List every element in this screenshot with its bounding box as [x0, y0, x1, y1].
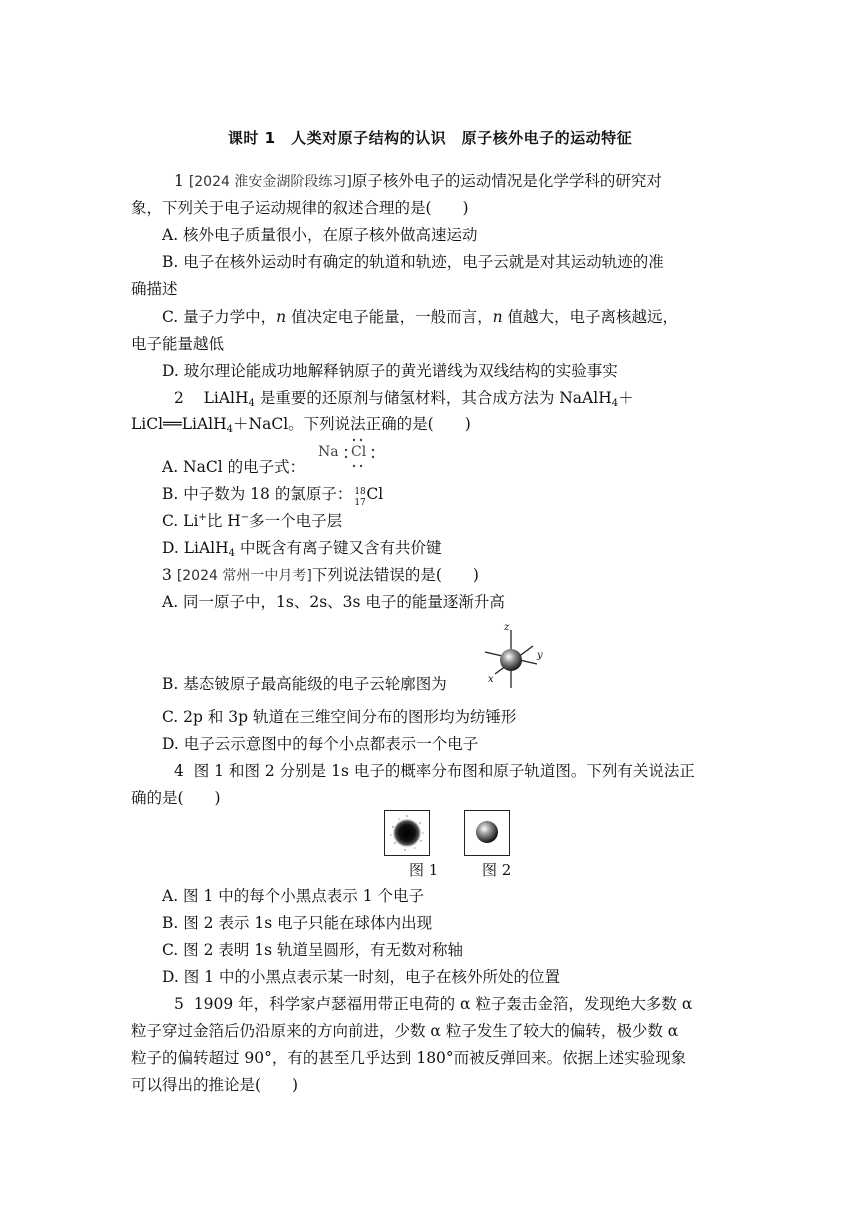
electron-dots [316, 436, 386, 470]
q3-option-b: B. 基态铍原子最高能级的电子云轮廓图为 [162, 675, 447, 693]
q2-b-mass: 18 [354, 487, 366, 497]
axis-z-label: z [504, 622, 510, 633]
q3-option-d: D. 电子云示意图中的每个小点都表示一个电子 [162, 735, 479, 753]
q4-option-d: D. 图 1 中的小黑点表示某一时刻，电子在核外所处的位置 [162, 968, 560, 986]
q2-stem-line2 [131, 413, 471, 435]
nacl-electron-formula [316, 436, 386, 470]
q1-c-part2: 值决定电子能量，一般而言， [286, 308, 493, 326]
q1-source: [2024 淮安金湖阶段练习] [188, 174, 352, 190]
figure-1-caption: 图 1 [409, 861, 439, 879]
q2-line2-a: LiCl══LiAlH [131, 415, 227, 433]
s-orbital-sphere [500, 649, 522, 671]
q4-option-a: A. 图 1 中的每个小黑点表示 1 个电子 [162, 887, 424, 905]
q5-line3: 粒子的偏转超过 90°，有的甚至几乎达到 180°而被反弹回来。依据上述实验现象 [131, 1049, 687, 1067]
electron-cloud-svg [385, 811, 429, 855]
nacl-cl: Cl [351, 444, 367, 460]
q2-d-sub: 4 [228, 548, 236, 559]
q2-stem-c: ＋ [618, 389, 634, 407]
q1-c-n2: n [492, 308, 503, 326]
figure-2-caption: 图 2 [482, 861, 512, 879]
figure-2-orbital-sphere [464, 810, 510, 856]
q3-source: [2024 常州一中月考] [176, 568, 312, 584]
q2-d-a: D. LiAlH [162, 539, 229, 557]
q2-c-b: 比 H [206, 512, 241, 530]
q2-number: 2 [174, 389, 184, 407]
q2-stem-b: 是重要的还原剂与储氢材料，其合成方法为 NaAlH [254, 389, 612, 407]
page-title: 课时 1 人类对原子结构的认识 原子核外电子的运动特征 [227, 129, 633, 147]
q2-stem-a-sub: 4 [248, 398, 255, 409]
q2-b-atomic: 17 [354, 498, 366, 508]
q5-line1-text: 1909 年，科学家卢瑟福用带正电荷的 α 粒子轰击金箔，发现绝大多数 α [193, 995, 693, 1013]
q1-stem-a: 原子核外电子的运动情况是化学学科的研究对 [351, 172, 662, 190]
q4-option-b: B. 图 2 表示 1s 电子只能在球体内出现 [162, 914, 433, 932]
q2-option-d [162, 537, 441, 559]
q5-number: 5 [174, 995, 184, 1013]
q1-option-d: D. 玻尔理论能成功地解释钠原子的黄光谱线为双线结构的实验事实 [162, 362, 618, 380]
axis-x-label: x [488, 674, 494, 685]
be-orbital-figure [483, 622, 553, 692]
q1-stem-line1 [174, 170, 662, 193]
q1-c-n1: n [276, 308, 287, 326]
q2-d-b: 中既含有离子键又含有共价键 [235, 539, 442, 557]
q4-stem-line2: 确的是( ) [131, 789, 221, 807]
q2-c-a: C. Li [162, 512, 199, 530]
q1-c-part1: C. 量子力学中， [162, 308, 277, 326]
q2-option-a [162, 456, 305, 478]
axis-y-label: y [537, 650, 543, 661]
q1-option-c-line2: 电子能量越低 [131, 335, 225, 353]
q2-stem-a: LiAlH [203, 389, 249, 407]
q5-line4: 可以得出的推论是( ) [131, 1076, 299, 1094]
q1-option-b-line2: 确描述 [131, 280, 178, 298]
q1-option-b-line1: B. 电子在核外运动时有确定的轨道和轨迹，电子云就是对其运动轨迹的准 [162, 253, 664, 271]
q2-line2-b: ＋NaCl。下列说法正确的是( ) [233, 415, 471, 433]
q2-option-b [162, 483, 384, 508]
q1-c-part3: 值越大，电子离核越远， [502, 308, 679, 326]
q2-b-text: B. 中子数为 18 的氯原子： [162, 485, 353, 503]
q2-b-nuclide [352, 483, 366, 508]
q2-option-c [162, 510, 342, 532]
q3-stem-text: 下列说法错误的是( ) [311, 566, 479, 584]
q2-a-text: A. NaCl 的电子式： [162, 458, 306, 476]
q1-stem-line2: 象，下列关于电子运动规律的叙述合理的是( ) [131, 199, 469, 217]
q2-b-symbol: Cl [366, 485, 384, 503]
q2-c-sup1: + [198, 511, 207, 523]
q3-stem [162, 564, 479, 587]
q4-option-c: C. 图 2 表明 1s 轨道呈圆形，有无数对称轴 [162, 941, 464, 959]
q4-stem-line1 [174, 760, 695, 782]
q1-option-a: A. 核外电子质量很小，在原子核外做高速运动 [162, 226, 478, 244]
q2-line2-sub: 4 [226, 424, 234, 435]
q2-stem-b-sub: 4 [611, 398, 619, 409]
nacl-na: Na [318, 444, 339, 460]
q3-number: 3 [162, 566, 172, 584]
orbital-sphere-svg [465, 811, 509, 855]
q1-number: 1 [174, 172, 184, 190]
q5-line2: 粒子穿过金箔后仍沿原来的方向前进，少数 α 粒子发生了较大的偏转，极少数 α [131, 1022, 679, 1040]
q5-line1 [174, 993, 692, 1015]
q4-number: 4 [174, 762, 184, 780]
q2-c-c: 多一个电子层 [249, 512, 343, 530]
q3-option-a: A. 同一原子中，1s、2s、3s 电子的能量逐渐升高 [162, 593, 505, 611]
q1-option-c-line1 [162, 306, 678, 328]
q4-stem-a: 图 1 和图 2 分别是 1s 电子的概率分布图和原子轨道图。下列有关说法正 [193, 762, 695, 780]
q2-c-sup2: − [240, 511, 250, 523]
figure-1-probability-cloud [384, 810, 430, 856]
q2-stem-line1 [174, 387, 634, 409]
q3-option-c: C. 2p 和 3p 轨道在三维空间分布的图形均为纺锤形 [162, 708, 517, 726]
